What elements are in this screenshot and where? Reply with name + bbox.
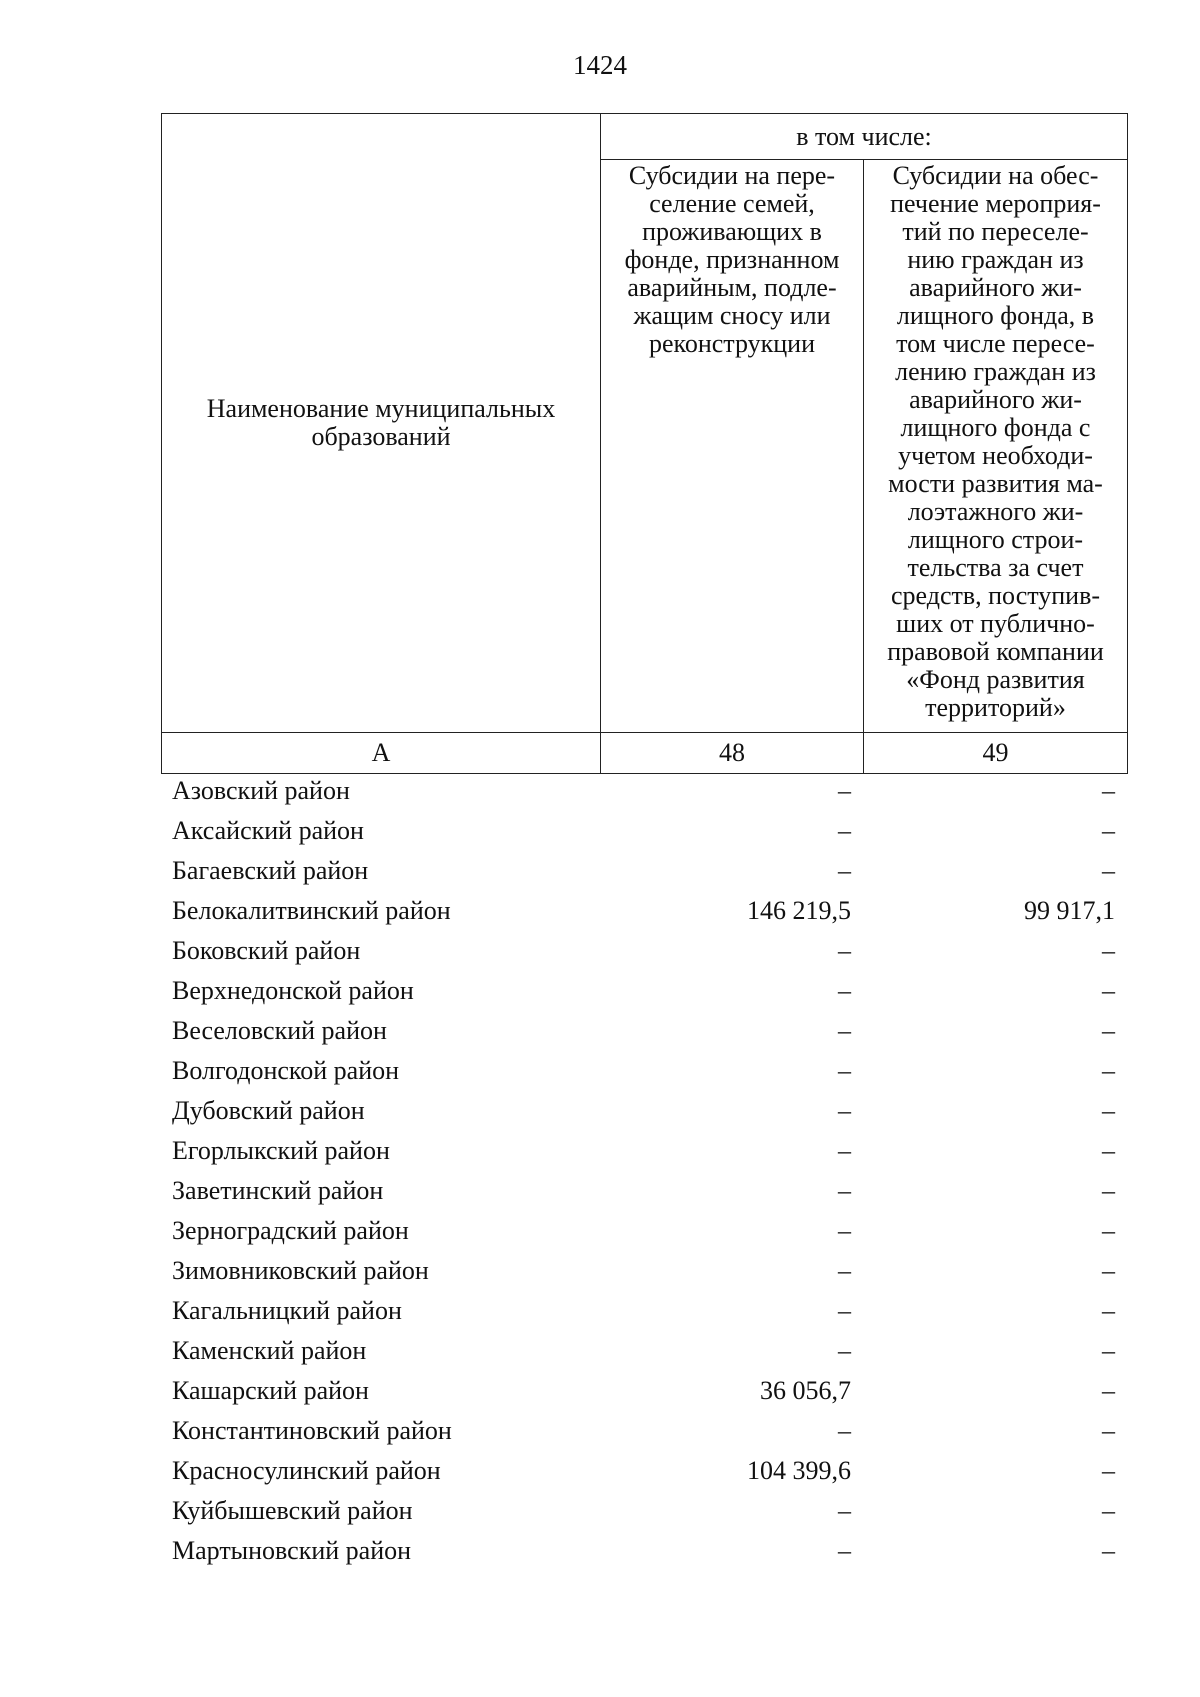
row-name: Волгодонской район: [172, 1056, 400, 1085]
row-name: Константиновский район: [172, 1416, 452, 1445]
column-header-48-text: Субсидии на пере- селение семей, проживающих в фонде, признанном аварийным, подле- жащим сносу или реконструкции: [624, 161, 840, 358]
row-name: Багаевский район: [172, 856, 369, 885]
row-name: Егорлыкский район: [172, 1136, 390, 1165]
table-row: [161, 1491, 1127, 1531]
row-value-49: –: [1102, 776, 1115, 805]
table-row: [161, 1211, 1127, 1251]
row-value-49: –: [1102, 1016, 1115, 1045]
row-value-48: –: [838, 976, 851, 1005]
row-name: Зерноградский район: [172, 1216, 409, 1245]
row-name: Аксайский район: [172, 816, 364, 845]
column-index-49: 49: [864, 733, 1128, 774]
row-value-49: –: [1102, 856, 1115, 885]
row-value-48: –: [838, 1216, 851, 1245]
row-value-48: –: [838, 776, 851, 805]
row-value-48: –: [838, 1096, 851, 1125]
table-row: [161, 1451, 1127, 1491]
column-header-48: [601, 160, 864, 733]
table-row: [161, 1291, 1127, 1331]
table-row: [161, 931, 1127, 971]
row-value-49: –: [1102, 936, 1115, 965]
table-row: [161, 971, 1127, 1011]
row-name: Веселовский район: [172, 1016, 387, 1045]
row-name: Боковский район: [172, 936, 361, 965]
table-row: [161, 1051, 1127, 1091]
row-name: Куйбышевский район: [172, 1496, 413, 1525]
table-row: [161, 1171, 1127, 1211]
column-header-49: [864, 160, 1128, 733]
row-value-48: –: [838, 1536, 851, 1565]
column-index-48: 48: [601, 733, 864, 774]
column-header-49-text: Субсидии на обес- печение мероприя- тий по переселе- нию граждан из аварийного жи- лищного фонда, в том числе пересе- лению граждан из аварийного жи- лищного фонда с учетом необходи- мости развития ма- лоэтажного жи- лищного строи- тельства за счет средств, поступив- ших от публично- правовой компании «Фонд развития территорий»: [887, 161, 1104, 722]
row-value-49: –: [1102, 1416, 1115, 1445]
table-header: [161, 113, 1128, 774]
row-name: Красносулинский район: [172, 1456, 441, 1485]
column-group-header: в том числе:: [601, 114, 1128, 160]
table-body: [161, 771, 1127, 1571]
row-value-49: –: [1102, 1296, 1115, 1325]
table-row: [161, 811, 1127, 851]
table-row: [161, 851, 1127, 891]
row-value-49: –: [1102, 1496, 1115, 1525]
row-value-49: –: [1102, 1176, 1115, 1205]
row-value-48: –: [838, 1256, 851, 1285]
row-value-48: –: [838, 936, 851, 965]
row-name: Дубовский район: [172, 1096, 365, 1125]
row-value-48: –: [838, 1336, 851, 1365]
row-name: Верхнедонской район: [172, 976, 414, 1005]
page-number: 1424: [573, 50, 627, 80]
row-value-49: 99 917,1: [1024, 896, 1115, 925]
row-name: Каменский район: [172, 1336, 367, 1365]
row-value-48: –: [838, 1296, 851, 1325]
row-value-49: –: [1102, 1536, 1115, 1565]
table-row: [161, 1131, 1127, 1171]
row-value-48: 146 219,5: [747, 896, 851, 925]
row-name: Зимовниковский район: [172, 1256, 429, 1285]
row-value-48: –: [838, 856, 851, 885]
row-value-48: 36 056,7: [760, 1376, 851, 1405]
row-name: Азовский район: [172, 776, 350, 805]
table-row: [161, 1371, 1127, 1411]
table-row: [161, 891, 1127, 931]
row-value-48: –: [838, 1016, 851, 1045]
row-value-49: –: [1102, 1456, 1115, 1485]
column-header-name: Наименование муниципальных образований: [162, 114, 601, 733]
table-row: [161, 1011, 1127, 1051]
row-value-48: 104 399,6: [747, 1456, 851, 1485]
table-row: [161, 1411, 1127, 1451]
row-name: Заветинский район: [172, 1176, 384, 1205]
row-value-49: –: [1102, 1056, 1115, 1085]
table-row: [161, 1331, 1127, 1371]
row-value-49: –: [1102, 1336, 1115, 1365]
row-name: Мартыновский район: [172, 1536, 412, 1565]
row-name: Белокалитвинский район: [172, 896, 451, 925]
row-value-49: –: [1102, 816, 1115, 845]
table-row: [161, 1251, 1127, 1291]
row-value-49: –: [1102, 1136, 1115, 1165]
row-value-49: –: [1102, 1376, 1115, 1405]
row-value-48: –: [838, 1136, 851, 1165]
column-index-name: А: [162, 733, 601, 774]
row-name: Кашарский район: [172, 1376, 369, 1405]
column-index-row: [162, 733, 1128, 774]
row-value-48: –: [838, 1496, 851, 1525]
table-row: [161, 771, 1127, 811]
row-value-49: –: [1102, 1256, 1115, 1285]
row-value-49: –: [1102, 1216, 1115, 1245]
row-value-48: –: [838, 1176, 851, 1205]
row-value-49: –: [1102, 976, 1115, 1005]
row-value-49: –: [1102, 1096, 1115, 1125]
table-row: [161, 1091, 1127, 1131]
row-value-48: –: [838, 816, 851, 845]
row-value-48: –: [838, 1056, 851, 1085]
row-name: Кагальницкий район: [172, 1296, 402, 1325]
row-value-48: –: [838, 1416, 851, 1445]
table-row: [161, 1531, 1127, 1571]
